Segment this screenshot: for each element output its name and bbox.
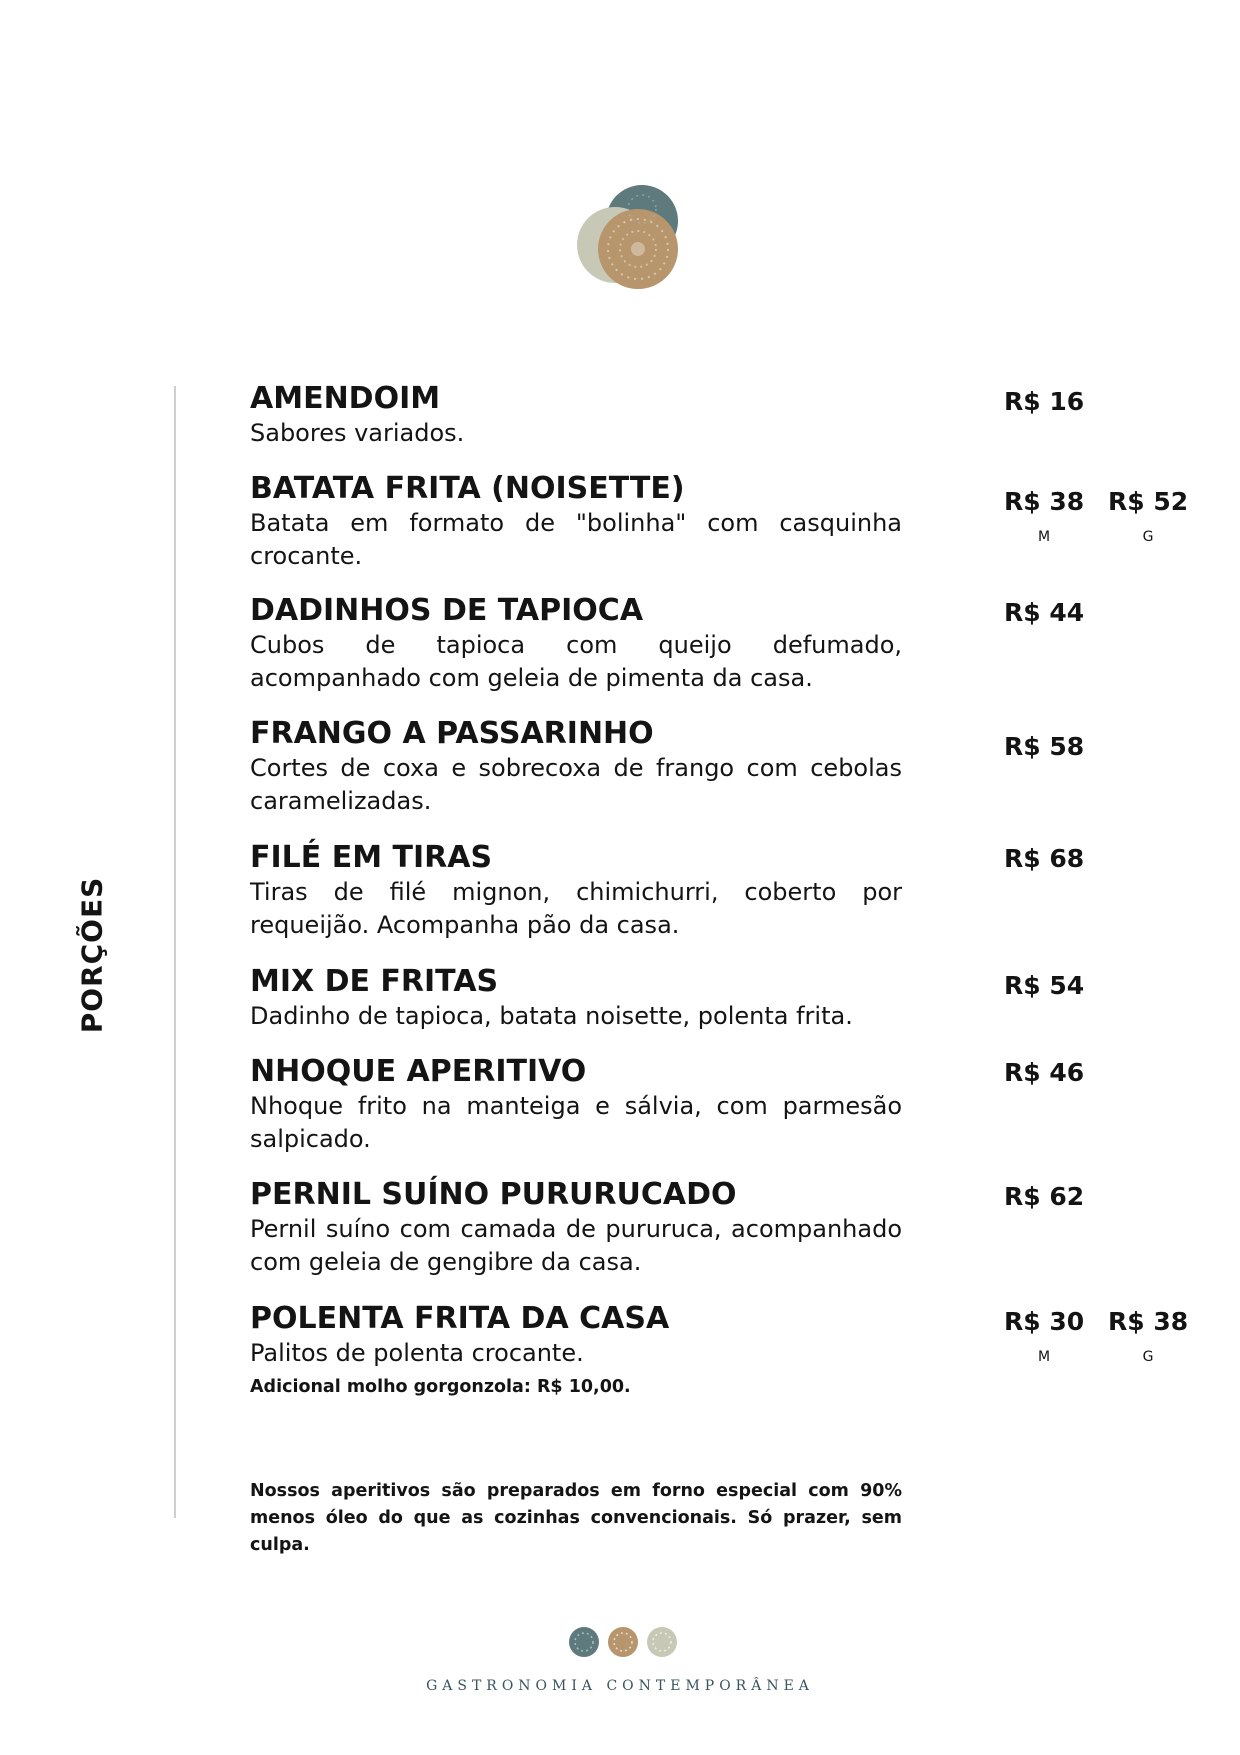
item-description: Cortes de coxa e sobrecoxa de frango com cebolas caramelizadas.: [250, 754, 902, 815]
item-name: FRANGO A PASSARINHO: [250, 716, 654, 751]
price-value: R$ 30: [1004, 1307, 1085, 1336]
restaurant-logo-icon: [570, 185, 690, 293]
item-description: Palitos de polenta crocante.: [250, 1339, 584, 1367]
item-description: Dadinho de tapioca, batata noisette, polenta frita.: [250, 1002, 853, 1030]
price-value: R$ 68: [1004, 844, 1085, 873]
price-value: R$ 52: [1108, 487, 1189, 516]
price-value: R$ 54: [1004, 971, 1085, 1000]
item-name: MIX DE FRITAS: [250, 964, 499, 999]
price: [1004, 1181, 1084, 1213]
item-description: Tiras de filé mignon, chimichurri, coberto por requeijão. Acompanha pão da casa.: [250, 878, 902, 939]
price-size-label: M: [1037, 529, 1051, 545]
item-name: FILÉ EM TIRAS: [250, 840, 493, 875]
item-name: AMENDOIM: [250, 381, 441, 416]
menu-item: [250, 1301, 902, 1400]
menu-item: [250, 964, 902, 1033]
item-name: BATATA FRITA (NOISETTE): [250, 471, 685, 506]
item-description: Cubos de tapioca com queijo defumado, acompanhado com geleia de pimenta da casa.: [250, 631, 902, 692]
price-value: R$ 58: [1004, 732, 1085, 761]
menu-item: [250, 593, 902, 695]
price: [1004, 970, 1084, 1002]
item-name: PERNIL SUÍNO PURURUCADO: [250, 1177, 737, 1212]
price-size-label: G: [1142, 1349, 1154, 1365]
menu-item: [250, 471, 902, 573]
price-value: R$ 62: [1004, 1182, 1085, 1211]
price: [1004, 731, 1084, 763]
price-size-label: G: [1142, 529, 1154, 545]
price: [1108, 1306, 1188, 1366]
item-name: NHOQUE APERITIVO: [250, 1054, 587, 1089]
item-description: Batata em formato de "bolinha" com casquinha crocante.: [250, 509, 902, 570]
price-value: R$ 38: [1004, 487, 1085, 516]
item-description: Sabores variados.: [250, 419, 465, 447]
price-value: R$ 38: [1108, 1307, 1189, 1336]
footer-logo-icon: [567, 1625, 679, 1659]
menu-item: [250, 1177, 902, 1279]
price: [1004, 1306, 1084, 1366]
price: [1004, 486, 1084, 546]
menu-item: [250, 1054, 902, 1156]
price-value: R$ 44: [1004, 598, 1085, 627]
item-description: Nhoque frito na manteiga e sálvia, com parmesão salpicado.: [250, 1092, 902, 1153]
price: [1004, 386, 1084, 418]
price: [1004, 597, 1084, 629]
price-size-label: M: [1037, 1349, 1051, 1365]
item-name: POLENTA FRITA DA CASA: [250, 1301, 670, 1336]
price: [1108, 486, 1188, 546]
price: [1004, 843, 1084, 875]
menu-item: [250, 381, 902, 450]
menu-item: [250, 716, 902, 818]
item-extra-note: Adicional molho gorgonzola: R$ 10,00.: [250, 1377, 631, 1397]
item-name: DADINHOS DE TAPIOCA: [250, 593, 644, 628]
menu-item: [250, 840, 902, 942]
price-value: R$ 46: [1004, 1058, 1085, 1087]
footer-note: Nossos aperitivos são preparados em forno especial com 90% menos óleo do que as cozinhas convencionais. Só prazer, sem culpa.: [250, 1480, 902, 1555]
price-value: R$ 16: [1004, 387, 1085, 416]
brand-name: GASTRONOMIA CONTEMPORÂNEA: [426, 1678, 814, 1694]
item-description: Pernil suíno com camada de pururuca, acompanhado com geleia de gengibre da casa.: [250, 1215, 902, 1276]
section-title: PORÇÕES: [75, 876, 109, 1034]
vertical-divider: [174, 386, 176, 1518]
price: [1004, 1057, 1084, 1089]
